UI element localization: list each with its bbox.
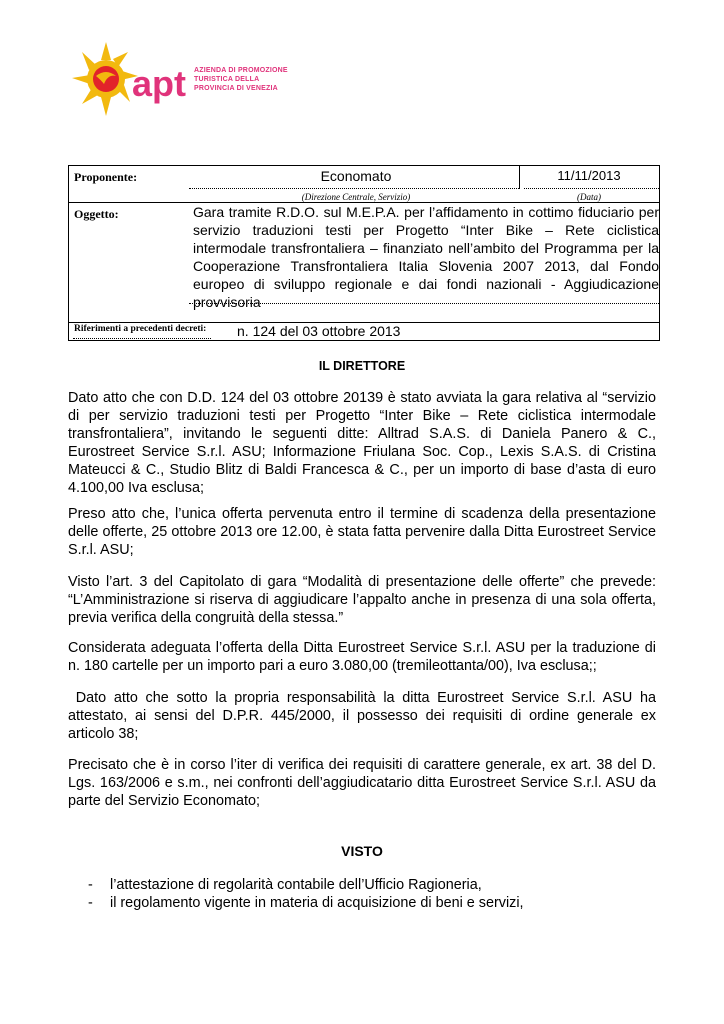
dotted-line [73,338,211,339]
org-line: AZIENDA DI PROMOZIONE [194,67,288,74]
list-item-text: il regolamento vigente in materia di acquisizione di beni e servizi, [110,895,524,911]
header-table [68,165,660,341]
data-value: 11/11/2013 [557,168,621,183]
direttore-title: IL DIRETTORE [318,359,406,373]
direzione-caption: (Direzione Centrale, Servizio) [301,192,411,202]
paragraph: Precisato che è in corso l’iter di verifica dei requisiti di carattere generale, ex art. 38 del D. Lgs. 163/2006 e s.m., nei confronti dell’aggiudicatario ditta Eurostreet Service S.r.l. ASU da parte del Servizio Economato; [68,757,656,809]
paragraph: Visto l’art. 3 del Capitolato di gara “Modalità di presentazione delle offerte” che prevede: “L’Amministrazione si riserva di aggiudicare l’appalto anche in presenza di una sola offerta, previa verifica della congruità della stessa.” [68,574,656,626]
brand-text: apt [132,63,186,104]
list-item [88,894,524,912]
paragraph: Preso atto che, l’unica offerta pervenuta entro il termine di scadenza della presentazione delle offerte, 25 ottobre 2013 ore 12.00, è stata fatta pervenire dalla Ditta Eurostreet Service S.r.l. ASU; [68,506,656,558]
sun-logo-icon [68,40,188,118]
dotted-line [524,188,659,189]
dotted-line [189,188,519,189]
paragraph: Considerata adeguata l’offerta della Ditta Eurostreet Service S.r.l. ASU per la traduzione di n. 180 cartelle per un importo pari a euro 3.080,00 (tremileottanta/00), Iva esclusa;; [68,640,656,674]
bullet-dash: - [88,877,93,893]
oggetto-value: Gara tramite R.D.O. sul M.E.P.A. per l’affidamento in cottimo fiduciario per servizio traduzioni testi per Progetto “Inter Bike – Rete ciclistica intermodale transfrontaliera – finanziato nell’ambito del Programma per la Cooperazione Transfrontaliera Italia Slovenia 2007 2013, dal Fondo europeo di sviluppo regionale e dai fondi nazionali - Aggiudicazione provvisoria [193,204,659,310]
proponente-label: Proponente: [74,170,138,184]
paragraph: Dato atto che con D.D. 124 del 03 ottobre 20139 è stato avviata la gara relativa al “servizio di per servizio traduzioni testi per Progetto “Inter Bike – Rete ciclistica intermodale transfrontaliera”, invitando le seguenti ditte: Alltrad S.A.S. di Daniela Panero & C., Eurostreet Service S.r.l. ASU; Informazione Friulana Soc. Cop., Lexis S.A.S. di Cristina Mateucci & C., Studio Blitz di Baldi Francesca & C., per un importo di base d’asta di euro 4.100,00 Iva esclusa; [68,390,656,496]
dotted-line [189,303,659,304]
data-caption: (Data) [577,192,601,202]
bullet-dash: - [88,895,93,911]
oggetto-label: Oggetto: [74,207,119,221]
riferimenti-value: n. 124 del 03 ottobre 2013 [237,323,401,339]
visto-title: VISTO [341,843,383,859]
proponente-value: Economato [320,168,392,184]
list-item [88,876,482,894]
org-name [194,66,288,93]
list-item-text: l’attestazione di regolarità contabile dell’Ufficio Ragioneria, [110,877,482,893]
org-line: TURISTICA DELLA [194,76,260,83]
org-line: PROVINCIA DI VENEZIA [194,85,278,92]
riferimenti-label: Riferimenti a precedenti decreti: [74,324,207,334]
paragraph: Dato atto che sotto la propria responsabilità la ditta Eurostreet Service S.r.l. ASU ha attestato, ai sensi del D.P.R. 445/2000, il possesso dei requisiti di ordine generale ex articolo 38; [68,690,660,742]
